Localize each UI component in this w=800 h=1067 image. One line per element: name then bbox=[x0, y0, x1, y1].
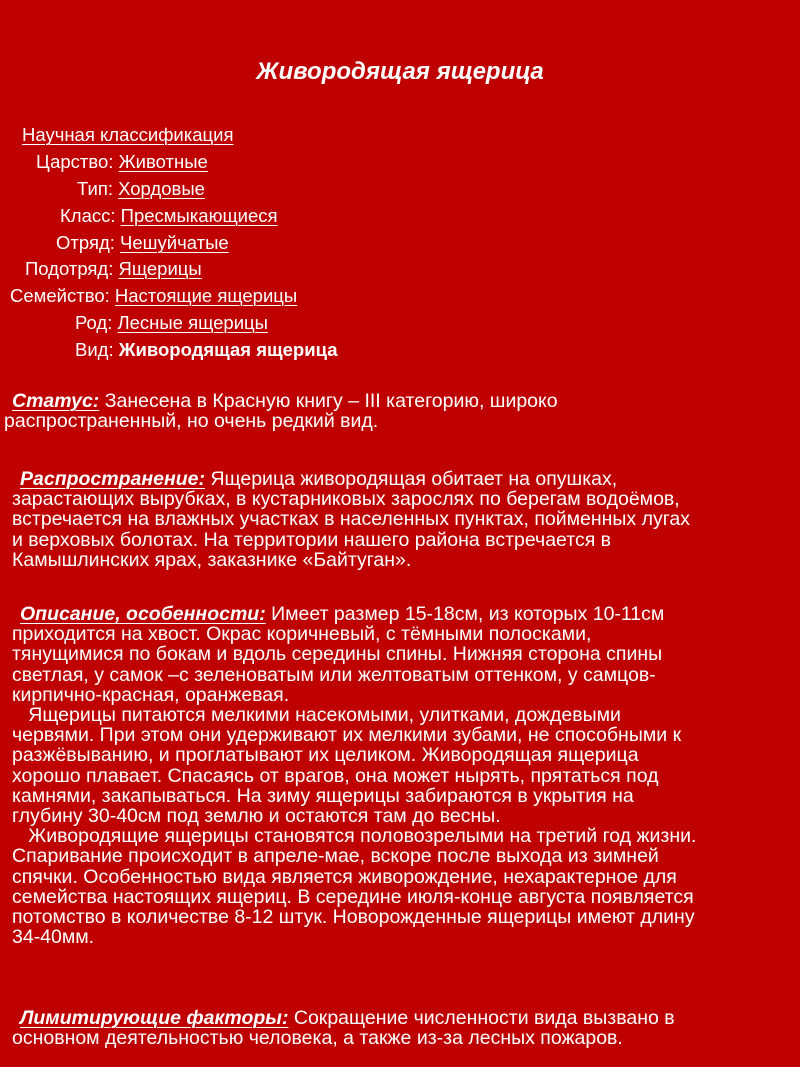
status-heading: Статус: bbox=[12, 390, 100, 412]
text-line: 34-40мм. bbox=[12, 926, 95, 949]
text-line: Камышлинских ярах, заказнике «Байтуган». bbox=[12, 548, 412, 571]
classification-link[interactable]: Ящерицы bbox=[118, 258, 202, 279]
classification-link[interactable]: Животные bbox=[118, 151, 208, 172]
classification-row: Царство: Животные bbox=[36, 151, 208, 172]
classification-row: Подотряд: Ящерицы bbox=[25, 258, 202, 279]
text-line: распространенный, но очень редкий вид. bbox=[4, 410, 379, 433]
text-line: червями. При этом они удерживают их мелкими зубами, не способными к bbox=[12, 724, 682, 747]
species-name: Живородящая ящерица bbox=[118, 339, 338, 360]
description-heading: Описание, особенности: bbox=[20, 603, 266, 625]
text-line: спячки. Особенностью вида является живорождение, нехарактерное для bbox=[12, 865, 677, 888]
classification-row: Тип: Хордовые bbox=[77, 178, 205, 199]
text-line: потомство в количестве 8-12 штук. Новорожденные ящерицы имеют длину bbox=[12, 906, 695, 929]
distribution-section bbox=[12, 468, 691, 571]
text-line: основном деятельностью человека, а также из-за лесных пожаров. bbox=[12, 1027, 623, 1050]
text-line: светлая, у самок –с зеленоватым или желтоватым оттенком, у самцов- bbox=[12, 663, 656, 686]
text-line: встречается на влажных участках в населенных пунктах, пойменных лугах bbox=[12, 508, 691, 531]
distribution-heading: Распространение: bbox=[20, 468, 206, 490]
classification-row: Отряд: Чешуйчатые bbox=[56, 232, 229, 253]
text-line: Ящерица живородящая обитает на опушках, bbox=[205, 468, 618, 490]
classification-link[interactable]: Пресмыкающиеся bbox=[120, 205, 278, 226]
classification-row: Род: Лесные ящерицы bbox=[75, 312, 268, 333]
text-line: Имеет размер 15-18см, из которых 10-11см bbox=[265, 603, 665, 625]
text-line: Занесена в Красную книгу – III категорию, широко bbox=[99, 390, 558, 412]
text-line: кирпично-красная, оранжевая. bbox=[12, 683, 290, 706]
text-line: Ящерицы питаются мелкими насекомыми, улитками, дождевыми bbox=[12, 704, 621, 727]
limiting-heading: Лимитирующие факторы: bbox=[20, 1007, 289, 1029]
text-line: тянущимися по бокам и вдоль середины спины. Нижняя сторона спины bbox=[12, 643, 663, 666]
classification-link[interactable]: Хордовые bbox=[118, 178, 205, 199]
description-section bbox=[12, 603, 697, 949]
text-line: и верховых болотах. На территории нашего района встречается в bbox=[12, 528, 612, 551]
text-line: семейства настоящих ящериц. В середине июля-конце августа появляется bbox=[12, 885, 694, 908]
text-line: Живородящие ящерицы становятся половозрелыми на третий год жизни. bbox=[12, 825, 697, 848]
text-line: глубину 30-40см под землю и остаются там до весны. bbox=[12, 805, 501, 828]
text-line: хорошо плавает. Спасаясь от врагов, она может нырять, прятаться под bbox=[12, 764, 659, 787]
text-line: Сокращение численности вида вызвано в bbox=[288, 1007, 675, 1029]
classification-link[interactable]: Настоящие ящерицы bbox=[114, 285, 298, 306]
text-line: разжёвыванию, и проглатывают их целиком. Живородящая ящерица bbox=[12, 744, 639, 767]
text-line: приходится на хвост. Окрас коричневый, с тёмными полосками, bbox=[12, 623, 592, 646]
classification-link[interactable]: Чешуйчатые bbox=[120, 232, 229, 253]
status-section bbox=[4, 390, 558, 433]
classification-row: Класс: Пресмыкающиеся bbox=[60, 205, 278, 226]
classification-link[interactable]: Лесные ящерицы bbox=[117, 312, 268, 333]
text-line: зарастающих вырубках, в кустарниковых зарослях по берегам водоёмов, bbox=[12, 488, 680, 511]
classification-row: Семейство: Настоящие ящерицы bbox=[10, 285, 298, 306]
page-title: Живородящая ящерица bbox=[256, 58, 544, 85]
text-line: Спаривание происходит в апреле-мае, вскоре после выхода из зимней bbox=[12, 845, 659, 868]
classification-row: Вид: Живородящая ящерица bbox=[75, 339, 338, 360]
limiting-section bbox=[12, 1007, 675, 1050]
text-line: камнями, закапываться. На зиму ящерицы забираются в укрытия на bbox=[12, 784, 634, 807]
classification-heading[interactable]: Научная классификация bbox=[22, 124, 234, 145]
